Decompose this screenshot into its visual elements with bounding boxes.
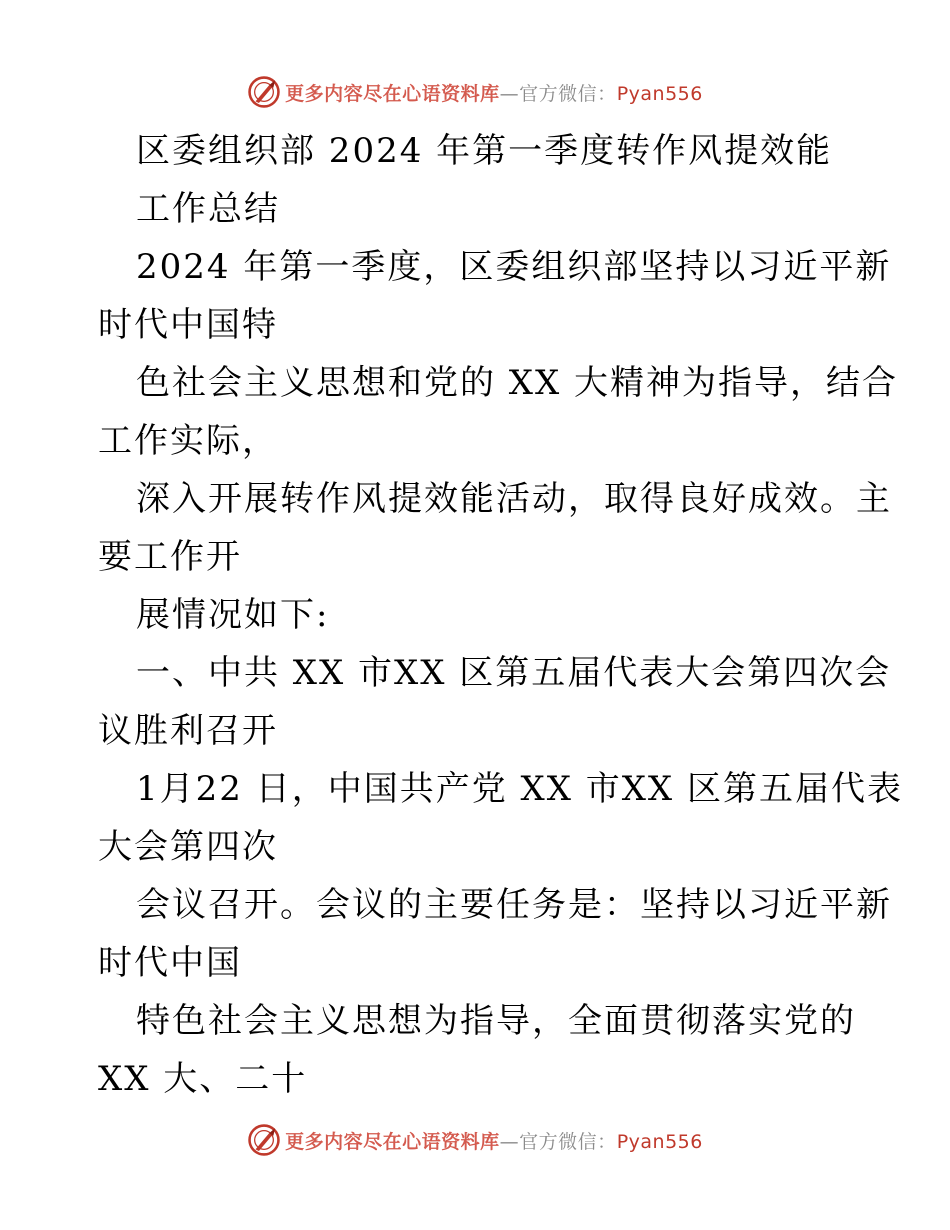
doc-section-heading-line: 一、中共 XX 市XX 区第五届代表大会第四次会 <box>136 653 892 693</box>
doc-paragraph-line: 1月22 日，中国共产党 XX 市XX 区第五届代表 <box>136 769 903 809</box>
quill-pen-logo-icon <box>247 1123 281 1157</box>
footer-banner-text <box>285 1127 703 1154</box>
doc-paragraph-line: 时代中国 <box>98 943 242 983</box>
doc-title-line-1: 区委组织部 2024 年第一季度转作风提效能 <box>136 131 833 171</box>
banner-dash: —官方微信： <box>499 82 617 105</box>
doc-paragraph-line: 深入开展转作风提效能活动，取得良好成效。主 <box>136 479 892 519</box>
banner-brand: Pyan556 <box>616 1130 703 1153</box>
doc-paragraph-line: 会议召开。会议的主要任务是：坚持以习近平新 <box>136 885 892 925</box>
banner-prefix: 更多内容尽在心语资料库 <box>285 1130 500 1153</box>
footer-banner <box>0 1120 950 1160</box>
doc-title-line-2: 工作总结 <box>136 189 280 229</box>
doc-section-heading-line: 议胜利召开 <box>98 711 278 751</box>
doc-paragraph-line: 要工作开 <box>98 537 242 577</box>
doc-paragraph-line: 工作实际， <box>98 421 278 461</box>
banner-brand: Pyan556 <box>616 82 703 105</box>
banner-dash: —官方微信： <box>499 1130 617 1153</box>
doc-paragraph-line: 大会第四次 <box>98 827 278 867</box>
banner-prefix: 更多内容尽在心语资料库 <box>285 82 500 105</box>
doc-paragraph-line: 时代中国特 <box>98 305 278 345</box>
header-banner <box>0 72 950 112</box>
doc-paragraph-line: 2024 年第一季度，区委组织部坚持以习近平新 <box>136 247 892 287</box>
doc-paragraph-line: 色社会主义思想和党的 XX 大精神为指导，结合 <box>136 363 899 403</box>
doc-paragraph-line: 特色社会主义思想为指导，全面贯彻落实党的 <box>136 1001 856 1041</box>
header-banner-text <box>285 79 703 106</box>
quill-pen-logo-icon <box>247 75 281 109</box>
doc-paragraph-line: 展情况如下: <box>136 595 330 635</box>
doc-paragraph-line: XX 大、二十 <box>98 1059 308 1099</box>
document-body <box>98 122 903 1108</box>
